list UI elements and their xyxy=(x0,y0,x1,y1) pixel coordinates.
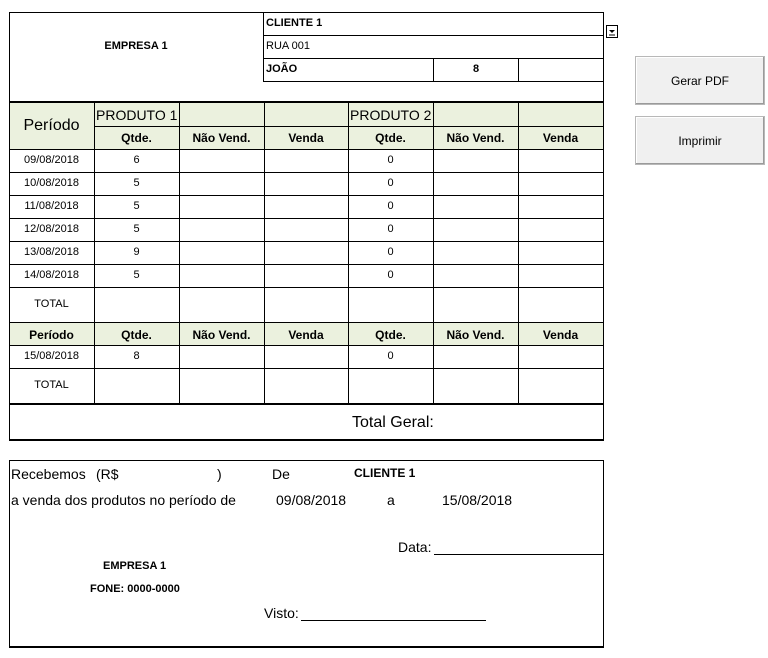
row-p2-qtde: 0 xyxy=(387,154,394,166)
row-p1-qtde: 5 xyxy=(133,200,140,212)
seller-name: JOÃO xyxy=(266,63,298,75)
row-p1-qtde: 8 xyxy=(133,350,140,362)
row-p1-qtde: 9 xyxy=(133,246,140,258)
col-nao-vend-4: Não Vend. xyxy=(446,328,505,342)
row-date: 15/08/2018 xyxy=(23,350,80,362)
period-to: a xyxy=(387,492,395,508)
total-row-label-2: TOTAL xyxy=(34,379,69,391)
client-street: RUA 001 xyxy=(266,40,311,52)
grand-total-label: Total Geral: xyxy=(352,414,434,431)
company-name: EMPRESA 1 xyxy=(104,40,168,52)
col-qtde-4: Qtde. xyxy=(375,328,406,342)
from-label: De xyxy=(272,466,290,482)
col-venda-2: Venda xyxy=(542,131,579,145)
received-label: Recebemos xyxy=(11,466,86,482)
period-start: 09/08/2018 xyxy=(276,492,347,508)
date-signature-line xyxy=(434,554,604,555)
col-qtde-2: Qtde. xyxy=(375,131,406,145)
row-p1-qtde: 6 xyxy=(133,154,140,166)
print-button[interactable] xyxy=(635,116,765,165)
row-date: 09/08/2018 xyxy=(23,154,80,166)
visto-label: Visto: xyxy=(264,605,299,621)
currency-label: (R$ xyxy=(96,466,119,482)
col-nao-vend-3: Não Vend. xyxy=(192,328,251,342)
row-p2-qtde: 0 xyxy=(387,223,394,235)
product1-header: PRODUTO 1 xyxy=(96,107,178,123)
row-date: 12/08/2018 xyxy=(23,223,80,235)
print-label: Imprimir xyxy=(678,133,722,148)
row-date: 10/08/2018 xyxy=(23,177,80,189)
row-date: 13/08/2018 xyxy=(23,246,80,258)
col-qtde-1: Qtde. xyxy=(121,131,152,145)
col-qtde-3: Qtde. xyxy=(121,328,152,342)
col-nao-vend-2: Não Vend. xyxy=(446,131,505,145)
row-p2-qtde: 0 xyxy=(387,200,394,212)
date-label: Data: xyxy=(398,539,432,555)
row-p1-qtde: 5 xyxy=(133,223,140,235)
client-name[interactable]: CLIENTE 1 xyxy=(266,17,323,29)
seller-code: 8 xyxy=(472,63,480,75)
row-p2-qtde: 0 xyxy=(387,269,394,281)
receipt-phone: FONE: 0000-0000 xyxy=(90,583,180,595)
row-p2-qtde: 0 xyxy=(387,177,394,189)
receipt-client: CLIENTE 1 xyxy=(354,466,416,480)
col-venda-3: Venda xyxy=(288,328,324,342)
generate-pdf-button[interactable] xyxy=(635,56,765,105)
col-nao-vend-1: Não Vend. xyxy=(192,131,251,145)
row-p1-qtde: 5 xyxy=(133,177,140,189)
col-venda-1: Venda xyxy=(288,131,324,145)
generate-pdf-label: Gerar PDF xyxy=(670,73,729,88)
period-end: 15/08/2018 xyxy=(442,492,513,508)
period-header-2: Período xyxy=(29,328,74,342)
client-dropdown-arrow-icon[interactable] xyxy=(606,25,618,38)
col-venda-4: Venda xyxy=(542,328,579,342)
row-p2-qtde: 0 xyxy=(387,246,394,258)
product2-header: PRODUTO 2 xyxy=(350,107,432,123)
row-date: 11/08/2018 xyxy=(24,200,79,212)
row-p1-qtde: 5 xyxy=(133,269,140,281)
row-p2-qtde: 0 xyxy=(387,350,394,362)
currency-close: ) xyxy=(217,466,222,482)
receipt-company: EMPRESA 1 xyxy=(103,560,167,572)
visto-signature-line xyxy=(301,620,486,621)
row-date: 14/08/2018 xyxy=(23,269,80,281)
sale-period-text: a venda dos produtos no período de xyxy=(11,492,236,508)
total-row-label: TOTAL xyxy=(34,298,69,310)
period-header: Período xyxy=(23,117,80,134)
